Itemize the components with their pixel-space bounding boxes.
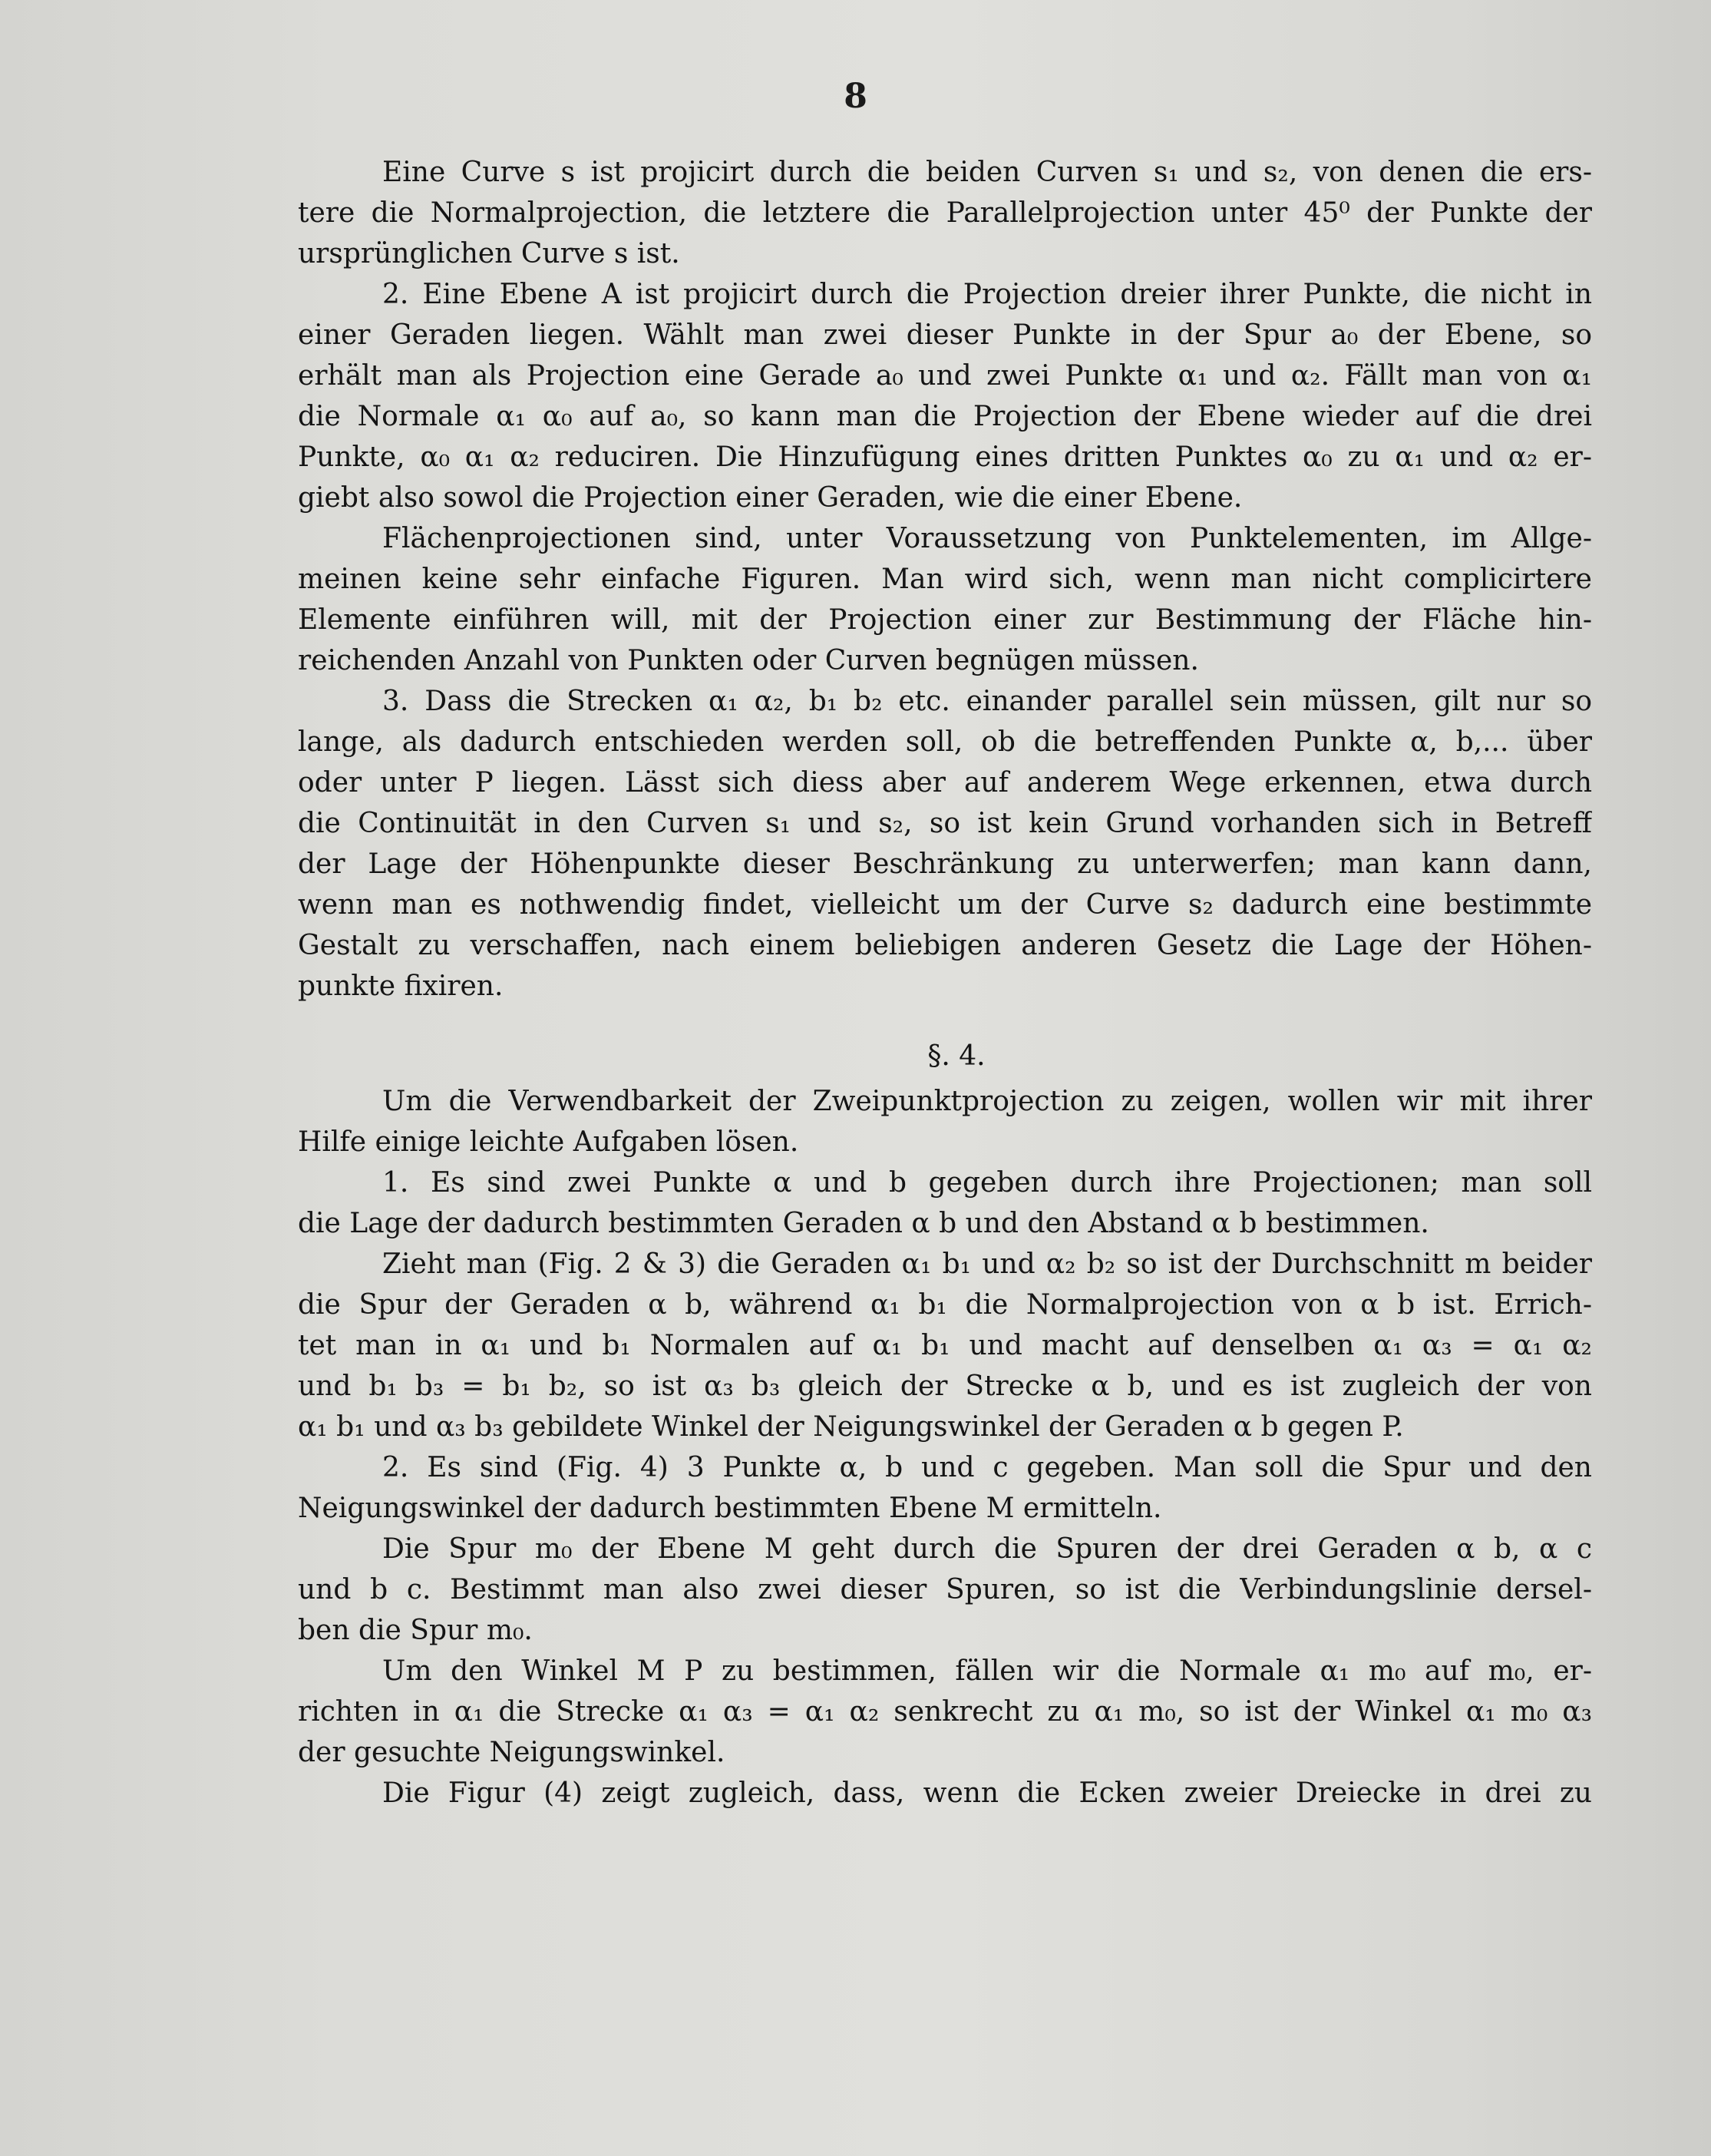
text-line: Die Spur m₀ der Ebene M geht durch die Spuren der drei Geraden α b, α c (382, 1533, 1592, 1565)
text-line: 2. Eine Ebene A ist projicirt durch die Projection dreier ihrer Punkte, die nicht in (382, 279, 1592, 310)
text-line: Neigungswinkel der dadurch bestimmten Ebene M ermitteln. (298, 1493, 1162, 1524)
text-line: tere die Normalprojection, die letztere die Parallelprojection unter 45⁰ der Punkte der (298, 197, 1592, 229)
text-line: wenn man es nothwendig findet, vielleicht um der Curve s₂ dadurch eine bestimmte (298, 889, 1592, 921)
text-line: erhält man als Projection eine Gerade a₀ und zwei Punkte α₁ und α₂. Fällt man von α₁ (298, 360, 1592, 392)
text-line: und b c. Bestimmt man also zwei dieser Spuren, so ist die Verbindungslinie dersel- (298, 1574, 1592, 1605)
text-line: giebt also sowol die Projection einer Geraden, wie die einer Ebene. (298, 482, 1243, 514)
text-line: richten in α₁ die Strecke α₁ α₃ = α₁ α₂ senkrecht zu α₁ m₀, so ist der Winkel α₁ m₀ α₃ (298, 1696, 1592, 1728)
text-line: Gestalt zu verschaffen, nach einem beliebigen anderen Gesetz die Lage der Höhen- (298, 930, 1592, 961)
text-line: Die Figur (4) zeigt zugleich, dass, wenn die Ecken zweier Dreiecke in drei zu (382, 1777, 1592, 1809)
text-line: die Continuität in den Curven s₁ und s₂, so ist kein Grund vorhanden sich in Betreff (298, 808, 1592, 839)
text-line: Elemente einführen will, mit der Projection einer zur Bestimmung der Fläche hin- (298, 604, 1592, 636)
text-line: die Spur der Geraden α b, während α₁ b₁ die Normalprojection von α b ist. Errich- (298, 1289, 1592, 1321)
section-heading: §. 4. (927, 1040, 986, 1072)
text-line: meinen keine sehr einfache Figuren. Man wird sich, wenn man nicht complicirtere (298, 564, 1592, 595)
text-line: Zieht man (Fig. 2 & 3) die Geraden α₁ b₁ und α₂ b₂ so ist der Durchschnitt m beider (382, 1248, 1592, 1280)
text-line: Um die Verwendbarkeit der Zweipunktprojection zu zeigen, wollen wir mit ihrer (382, 1086, 1592, 1117)
text-line: Flächenprojectionen sind, unter Voraussetzung von Punktelementen, im Allge- (382, 523, 1592, 554)
text-line: die Normale α₁ α₀ auf a₀, so kann man die Projection der Ebene wieder auf die drei (298, 401, 1592, 432)
page-number: 8 (844, 77, 867, 116)
text-line: die Lage der dadurch bestimmten Geraden α b und den Abstand α b bestimmen. (298, 1208, 1429, 1239)
text-line: und b₁ b₃ = b₁ b₂, so ist α₃ b₃ gleich der Strecke α b, und es ist zugleich der von (298, 1371, 1592, 1402)
text-line: reichenden Anzahl von Punkten oder Curven begnügen müssen. (298, 645, 1199, 676)
text-line: oder unter P liegen. Lässt sich diess aber auf anderem Wege erkennen, etwa durch (298, 767, 1592, 799)
body-text (298, 152, 1592, 1814)
text-line: ben die Spur m₀. (298, 1615, 533, 1646)
text-line: tet man in α₁ und b₁ Normalen auf α₁ b₁ und macht auf denselben α₁ α₃ = α₁ α₂ (298, 1330, 1592, 1361)
text-line: Hilfe einige leichte Aufgaben lösen. (298, 1126, 799, 1158)
text-line: 3. Dass die Strecken α₁ α₂, b₁ b₂ etc. einander parallel sein müssen, gilt nur so (382, 686, 1592, 717)
text-line: einer Geraden liegen. Wählt man zwei dieser Punkte in der Spur a₀ der Ebene, so (298, 319, 1592, 351)
text-line: punkte fixiren. (298, 971, 504, 1002)
text-line: α₁ b₁ und α₃ b₃ gebildete Winkel der Neigungswinkel der Geraden α b gegen P. (298, 1411, 1404, 1443)
text-line: ursprünglichen Curve s ist. (298, 238, 680, 270)
text-line: 1. Es sind zwei Punkte α und b gegeben durch ihre Projectionen; man soll (382, 1167, 1592, 1199)
text-line: Eine Curve s ist projicirt durch die beiden Curven s₁ und s₂, von denen die ers- (382, 157, 1592, 188)
text-line: der Lage der Höhenpunkte dieser Beschränkung zu unterwerfen; man kann dann, (298, 848, 1592, 880)
text-line: lange, als dadurch entschieden werden soll, ob die betreffenden Punkte α, b,... über (298, 726, 1592, 758)
text-line: Um den Winkel M P zu bestimmen, fällen wir die Normale α₁ m₀ auf m₀, er- (382, 1655, 1592, 1687)
text-line: Punkte, α₀ α₁ α₂ reduciren. Die Hinzufügung eines dritten Punktes α₀ zu α₁ und α₂ er- (298, 441, 1592, 473)
text-line: 2. Es sind (Fig. 4) 3 Punkte α, b und c gegeben. Man soll die Spur und den (382, 1452, 1592, 1483)
text-line: der gesuchte Neigungswinkel. (298, 1737, 725, 1768)
